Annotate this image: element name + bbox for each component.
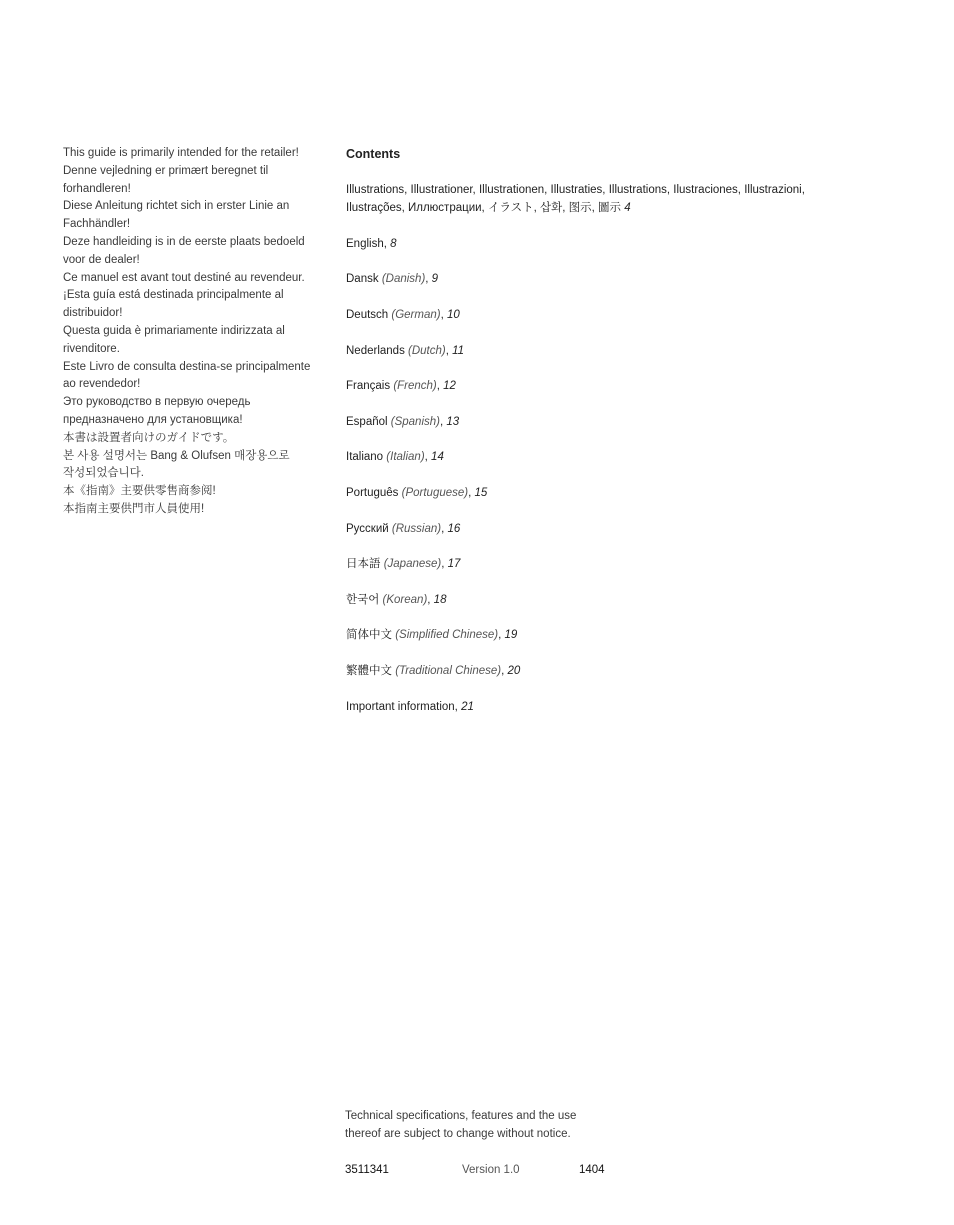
toc-label: 日本語	[346, 558, 381, 570]
toc-page: 19	[504, 629, 518, 641]
version-label: Version 1.0	[462, 1164, 520, 1176]
notice-line: 本《指南》主要供零售商参阅!	[63, 485, 216, 498]
retailer-notice	[63, 145, 325, 519]
toc-label: Illustrations, Illustrationer, Illustrationen, Illustraties, Illustrations, Ilustraciones, Illustrazioni, Ilustrações, Иллюстрации, イラスト, 삽화, 图示, 圖示	[346, 184, 805, 214]
toc-item-japanese[interactable]: 日本語 (Japanese), 17	[346, 558, 461, 570]
notice-line: 작성되었습니다.	[63, 467, 144, 480]
toc-label: 简体中文	[346, 629, 392, 641]
toc-sub: (Spanish)	[390, 416, 440, 428]
date-code: 1404	[579, 1164, 605, 1176]
toc-sub: (Danish)	[381, 273, 426, 285]
toc-page: 9	[431, 273, 439, 285]
notice-line: Questa guida è primariamente indirizzata al	[63, 324, 285, 337]
toc-item-russian[interactable]: Русский (Russian), 16	[346, 523, 461, 535]
toc-page: 21	[461, 701, 474, 713]
toc-page: 16	[447, 523, 461, 535]
notice-line: Это руководство в первую очередь	[63, 396, 251, 409]
toc-item-italian[interactable]: Italiano (Italian), 14	[346, 451, 444, 463]
toc-item-english[interactable]: English, 8	[346, 238, 397, 250]
notice-line: Denne vejledning er primært beregnet til	[63, 164, 269, 177]
contents-title: Contents	[346, 147, 401, 161]
toc-sub: (French)	[393, 380, 437, 392]
notice-line: Technical specifications, features and the use	[345, 1110, 577, 1122]
toc-item-portuguese[interactable]: Português (Portuguese), 15	[346, 487, 488, 499]
toc-sub: (Korean)	[382, 594, 428, 606]
toc-label: Nederlands	[346, 345, 405, 357]
footer-codes	[345, 1161, 645, 1179]
toc-item-german[interactable]: Deutsch (German), 10	[346, 309, 460, 321]
notice-line: rivenditore.	[63, 342, 120, 355]
toc-page: 10	[446, 309, 460, 321]
notice-line: distribuidor!	[63, 307, 123, 320]
notice-line: ao revendedor!	[63, 378, 141, 391]
toc-sub: (Japanese)	[383, 558, 442, 570]
toc-label: Français	[346, 380, 391, 392]
toc-item-illustrations[interactable]	[346, 181, 846, 217]
notice-line: 本書は設置者向けのガイドです。	[63, 431, 235, 444]
notice-line: This guide is primarily intended for the retailer!	[63, 147, 299, 159]
toc-sub: (Portuguese)	[401, 487, 469, 499]
toc-sub: (Russian)	[391, 523, 442, 535]
toc-item-simplified-chinese[interactable]: 简体中文 (Simplified Chinese), 19	[346, 629, 518, 641]
notice-line: 본 사용 설명서는 Bang & Olufsen 매장용으로	[63, 449, 290, 462]
toc-label: Italiano	[346, 451, 384, 463]
notice-line: 本指南主要供門市人員使用!	[63, 502, 205, 515]
notice-line: voor de dealer!	[63, 253, 140, 266]
toc-page: 20	[507, 665, 521, 677]
toc-label: Dansk	[346, 273, 379, 285]
notice-line: thereof are subject to change without notice.	[345, 1128, 571, 1140]
toc-label: Português	[346, 487, 399, 499]
toc-page: 8	[390, 238, 397, 250]
notice-line: Este Livro de consulta destina-se principalmente	[63, 360, 311, 373]
notice-line: ¡Esta guía está destinada principalmente al	[63, 289, 284, 302]
toc-sub: (Italian)	[386, 451, 425, 463]
contents-section	[346, 145, 886, 713]
toc-item-korean[interactable]: 한국어 (Korean), 18	[346, 594, 447, 606]
toc-label: Deutsch	[346, 309, 389, 321]
notice-line: предназначено для установщика!	[63, 413, 243, 426]
toc-item-traditional-chinese[interactable]: 繁體中文 (Traditional Chinese), 20	[346, 665, 521, 677]
toc-sub: (Dutch)	[408, 345, 446, 357]
toc-label: Important information	[346, 701, 455, 713]
toc-label: Русский	[346, 523, 389, 535]
toc-label: English	[346, 238, 384, 250]
toc-sub: (Traditional Chinese)	[395, 665, 502, 677]
toc-page: 11	[452, 345, 465, 357]
toc-item-danish[interactable]: Dansk (Danish), 9	[346, 273, 439, 285]
toc-sub: (German)	[391, 309, 441, 321]
part-number: 3511341	[345, 1164, 389, 1176]
toc-page: 14	[431, 451, 444, 463]
toc-label: 繁體中文	[346, 665, 392, 677]
toc-item-important-information[interactable]: Important information, 21	[346, 701, 474, 713]
toc-sub: (Simplified Chinese)	[395, 629, 499, 641]
change-notice	[345, 1107, 605, 1143]
toc-page: 18	[433, 594, 447, 606]
toc-label: 한국어	[346, 594, 380, 606]
notice-line: Deze handleiding is in de eerste plaats bedoeld	[63, 235, 305, 248]
toc-page: 15	[474, 487, 488, 499]
notice-line: Ce manuel est avant tout destiné au revendeur.	[63, 271, 305, 284]
toc-item-spanish[interactable]: Español (Spanish), 13	[346, 416, 460, 428]
notice-line: Diese Anleitung richtet sich in erster Linie an	[63, 200, 290, 213]
toc-page: 17	[447, 558, 461, 570]
notice-line: forhandleren!	[63, 182, 131, 195]
toc-item-french[interactable]: Français (French), 12	[346, 380, 456, 392]
toc-page: 13	[446, 416, 460, 428]
toc-page: 12	[443, 380, 456, 392]
notice-line: Fachhändler!	[63, 218, 131, 231]
toc-page: 4	[624, 202, 631, 214]
toc-label: Español	[346, 416, 388, 428]
toc-item-dutch[interactable]: Nederlands (Dutch), 11	[346, 345, 465, 357]
